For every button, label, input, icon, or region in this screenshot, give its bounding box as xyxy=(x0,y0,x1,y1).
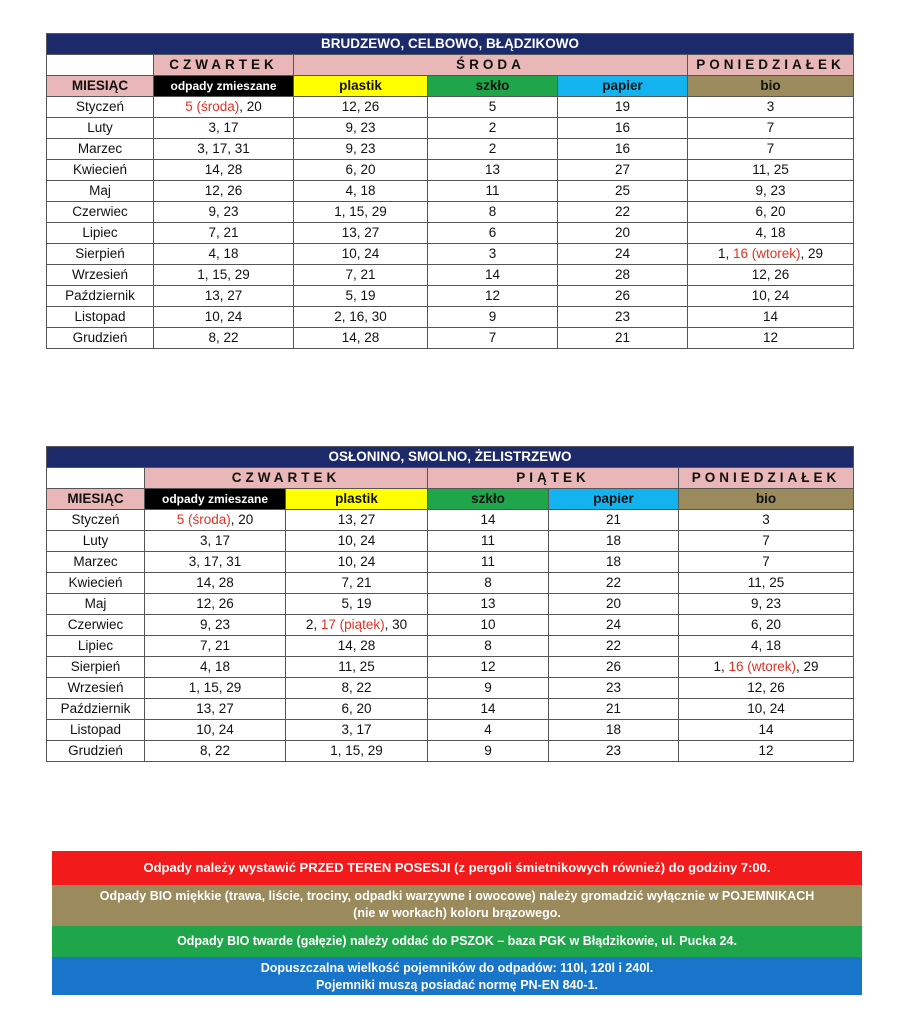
table-title: OSŁONINO, SMOLNO, ŻELISTRZEWO xyxy=(47,447,854,468)
date-cell: 14 xyxy=(428,265,558,286)
date-cell: 4, 18 xyxy=(679,636,854,657)
date-cell: 12 xyxy=(428,657,549,678)
date-cell: 3 xyxy=(428,244,558,265)
date-cell: 12, 26 xyxy=(145,594,286,615)
date-cell: 23 xyxy=(549,741,679,762)
date-cell: 5 (środa), 20 xyxy=(145,510,286,531)
date-cell: 25 xyxy=(558,181,688,202)
date-cell: 23 xyxy=(549,678,679,699)
date-cell: 5 xyxy=(428,97,558,118)
month-cell: Luty xyxy=(47,531,145,552)
date-cell: 2, 17 (piątek), 30 xyxy=(286,615,428,636)
month-cell: Maj xyxy=(47,594,145,615)
plastic-header: plastik xyxy=(286,489,428,510)
date-cell: 5 (środa), 20 xyxy=(154,97,294,118)
month-cell: Styczeń xyxy=(47,510,145,531)
date-cell: 8 xyxy=(428,202,558,223)
table-row xyxy=(47,552,854,573)
note-bio-soft: Odpady BIO miękkie (trawa, liście, trociny, odpadki warzywne i owocowe) należy gromadzić wyłącznie w POJEMNIKACH (nie w workach) koloru brązowego. xyxy=(52,885,862,926)
changed-date: 16 (wtorek) xyxy=(733,246,801,261)
table-row xyxy=(47,699,854,720)
date-cell: 14, 28 xyxy=(154,160,294,181)
date-cell: 21 xyxy=(549,699,679,720)
table-row xyxy=(47,265,854,286)
date-cell: 14, 28 xyxy=(145,573,286,594)
date-cell: 14 xyxy=(688,307,854,328)
changed-date: 5 (środa) xyxy=(176,512,231,527)
table-row xyxy=(47,510,854,531)
month-cell: Czerwiec xyxy=(47,615,145,636)
date-cell: 18 xyxy=(549,552,679,573)
date-cell: 7, 21 xyxy=(286,573,428,594)
date-cell: 1, 15, 29 xyxy=(294,202,428,223)
date-cell: 9 xyxy=(428,741,549,762)
date-cell: 10, 24 xyxy=(679,699,854,720)
month-cell: Styczeń xyxy=(47,97,154,118)
date-cell: 19 xyxy=(558,97,688,118)
changed-date: 17 (piątek) xyxy=(320,617,385,632)
date-cell: 7, 21 xyxy=(154,223,294,244)
glass-header: szkło xyxy=(428,489,549,510)
date-cell: 9, 23 xyxy=(679,594,854,615)
month-cell: Kwiecień xyxy=(47,573,145,594)
date-cell: 6, 20 xyxy=(286,699,428,720)
date-cell: 16 xyxy=(558,118,688,139)
month-cell: Luty xyxy=(47,118,154,139)
mixed-waste-header: odpady zmieszane xyxy=(145,489,286,510)
date-cell: 3, 17 xyxy=(145,531,286,552)
date-cell: 13 xyxy=(428,594,549,615)
date-cell: 11, 25 xyxy=(688,160,854,181)
date-cell: 11 xyxy=(428,531,549,552)
date-cell: 9, 23 xyxy=(294,139,428,160)
date-cell: 4, 18 xyxy=(294,181,428,202)
day-header-glass-paper: PIĄTEK xyxy=(428,468,679,489)
date-cell: 5, 19 xyxy=(294,286,428,307)
date-cell: 13, 27 xyxy=(145,699,286,720)
date-cell: 10, 24 xyxy=(154,307,294,328)
date-cell: 13, 27 xyxy=(286,510,428,531)
date-cell: 4 xyxy=(428,720,549,741)
paper-header: papier xyxy=(549,489,679,510)
month-cell: Lipiec xyxy=(47,223,154,244)
date-cell: 6, 20 xyxy=(294,160,428,181)
date-cell: 18 xyxy=(549,531,679,552)
date-cell: 12, 26 xyxy=(679,678,854,699)
date-cell: 11 xyxy=(428,181,558,202)
date-cell: 11, 25 xyxy=(679,573,854,594)
date-cell: 11 xyxy=(428,552,549,573)
date-cell: 16 xyxy=(558,139,688,160)
schedule-table-1 xyxy=(46,33,854,349)
date-cell: 24 xyxy=(549,615,679,636)
month-cell: Wrzesień xyxy=(47,678,145,699)
table-row xyxy=(47,97,854,118)
bio-header: bio xyxy=(679,489,854,510)
date-cell: 8 xyxy=(428,636,549,657)
date-cell: 14, 28 xyxy=(286,636,428,657)
date-cell: 18 xyxy=(549,720,679,741)
month-cell: Wrzesień xyxy=(47,265,154,286)
date-cell: 3 xyxy=(679,510,854,531)
date-cell: 21 xyxy=(558,328,688,349)
date-cell: 4, 18 xyxy=(145,657,286,678)
table-row xyxy=(47,244,854,265)
date-cell: 2, 16, 30 xyxy=(294,307,428,328)
date-cell: 5, 19 xyxy=(286,594,428,615)
date-cell: 6, 20 xyxy=(679,615,854,636)
month-column-header: MIESIĄC xyxy=(47,76,154,97)
date-cell: 9, 23 xyxy=(688,181,854,202)
month-cell: Październik xyxy=(47,286,154,307)
date-cell: 10, 24 xyxy=(145,720,286,741)
table-row xyxy=(47,160,854,181)
date-cell: 7 xyxy=(688,118,854,139)
date-cell: 14 xyxy=(679,720,854,741)
note-containers: Dopuszczalna wielkość pojemników do odpadów: 110l, 120l i 240l. Pojemniki muszą posiadać normę PN-EN 840-1. xyxy=(52,957,862,995)
month-cell: Czerwiec xyxy=(47,202,154,223)
date-cell: 22 xyxy=(549,636,679,657)
date-cell: 8, 22 xyxy=(154,328,294,349)
date-cell: 1, 15, 29 xyxy=(154,265,294,286)
notes-section xyxy=(52,851,862,995)
date-cell: 1, 15, 29 xyxy=(286,741,428,762)
date-cell: 12 xyxy=(428,286,558,307)
date-cell: 13, 27 xyxy=(154,286,294,307)
date-cell: 4, 18 xyxy=(154,244,294,265)
date-cell: 10 xyxy=(428,615,549,636)
mixed-waste-header: odpady zmieszane xyxy=(154,76,294,97)
month-cell: Marzec xyxy=(47,139,154,160)
date-cell: 10, 24 xyxy=(286,531,428,552)
month-cell: Listopad xyxy=(47,720,145,741)
day-header-mixed: CZWARTEK xyxy=(154,55,294,76)
date-cell: 12 xyxy=(688,328,854,349)
table-row xyxy=(47,636,854,657)
changed-date: 16 (wtorek) xyxy=(728,659,797,674)
table-row xyxy=(47,720,854,741)
date-cell: 26 xyxy=(549,657,679,678)
paper-header: papier xyxy=(558,76,688,97)
table-row xyxy=(47,223,854,244)
date-cell: 12, 26 xyxy=(688,265,854,286)
date-cell: 27 xyxy=(558,160,688,181)
date-cell: 13, 27 xyxy=(294,223,428,244)
note-placement: Odpady należy wystawić PRZED TEREN POSESJI (z pergoli śmietnikowych również) do godziny 7:00. xyxy=(52,851,862,885)
plastic-header: plastik xyxy=(294,76,428,97)
date-cell: 8 xyxy=(428,573,549,594)
date-cell: 7, 21 xyxy=(145,636,286,657)
date-cell: 7 xyxy=(688,139,854,160)
date-cell: 6, 20 xyxy=(688,202,854,223)
table-row xyxy=(47,531,854,552)
date-cell: 2 xyxy=(428,139,558,160)
date-cell: 22 xyxy=(549,573,679,594)
schedule-table-2 xyxy=(46,446,854,762)
date-cell: 3, 17 xyxy=(286,720,428,741)
date-cell: 7, 21 xyxy=(294,265,428,286)
month-cell: Sierpień xyxy=(47,244,154,265)
date-cell: 24 xyxy=(558,244,688,265)
date-cell: 9 xyxy=(428,678,549,699)
date-cell: 20 xyxy=(558,223,688,244)
table-row xyxy=(47,615,854,636)
note-bio-hard: Odpady BIO twarde (gałęzie) należy oddać do PSZOK – baza PGK w Błądzikowie, ul. Pucka 24. xyxy=(52,926,862,957)
month-cell: Grudzień xyxy=(47,328,154,349)
date-cell: 2 xyxy=(428,118,558,139)
date-cell: 10, 24 xyxy=(286,552,428,573)
date-cell: 12 xyxy=(679,741,854,762)
month-column-header: MIESIĄC xyxy=(47,489,145,510)
month-cell: Grudzień xyxy=(47,741,145,762)
month-cell: Sierpień xyxy=(47,657,145,678)
table-row xyxy=(47,741,854,762)
date-cell: 28 xyxy=(558,265,688,286)
table-row xyxy=(47,118,854,139)
day-header-bio: PONIEDZIAŁEK xyxy=(688,55,854,76)
date-cell: 12, 26 xyxy=(154,181,294,202)
table-row xyxy=(47,594,854,615)
date-cell: 20 xyxy=(549,594,679,615)
table-row xyxy=(47,657,854,678)
day-header-bio: PONIEDZIAŁEK xyxy=(679,468,854,489)
month-cell: Lipiec xyxy=(47,636,145,657)
date-cell: 26 xyxy=(558,286,688,307)
month-cell: Marzec xyxy=(47,552,145,573)
date-cell: 9, 23 xyxy=(145,615,286,636)
date-cell: 14 xyxy=(428,510,549,531)
date-cell: 8, 22 xyxy=(145,741,286,762)
table-row xyxy=(47,286,854,307)
glass-header: szkło xyxy=(428,76,558,97)
date-cell: 6 xyxy=(428,223,558,244)
date-cell: 12, 26 xyxy=(294,97,428,118)
date-cell: 9, 23 xyxy=(294,118,428,139)
month-cell: Październik xyxy=(47,699,145,720)
changed-date: 5 (środa) xyxy=(185,99,240,114)
date-cell: 21 xyxy=(549,510,679,531)
date-cell: 3 xyxy=(688,97,854,118)
month-cell: Kwiecień xyxy=(47,160,154,181)
date-cell: 1, 16 (wtorek), 29 xyxy=(688,244,854,265)
date-cell: 1, 15, 29 xyxy=(145,678,286,699)
date-cell: 9, 23 xyxy=(154,202,294,223)
table-row xyxy=(47,181,854,202)
date-cell: 4, 18 xyxy=(688,223,854,244)
table-row xyxy=(47,573,854,594)
date-cell: 9 xyxy=(428,307,558,328)
month-cell: Maj xyxy=(47,181,154,202)
date-cell: 3, 17, 31 xyxy=(145,552,286,573)
date-cell: 14, 28 xyxy=(294,328,428,349)
date-cell: 8, 22 xyxy=(286,678,428,699)
table-row xyxy=(47,139,854,160)
bio-header: bio xyxy=(688,76,854,97)
date-cell: 1, 16 (wtorek), 29 xyxy=(679,657,854,678)
table-row xyxy=(47,202,854,223)
table-row xyxy=(47,678,854,699)
month-cell: Listopad xyxy=(47,307,154,328)
day-header-recycling: ŚRODA xyxy=(294,55,688,76)
date-cell: 3, 17 xyxy=(154,118,294,139)
date-cell: 7 xyxy=(679,531,854,552)
date-cell: 10, 24 xyxy=(294,244,428,265)
date-cell: 11, 25 xyxy=(286,657,428,678)
day-header-mixed-plastic: CZWARTEK xyxy=(145,468,428,489)
date-cell: 3, 17, 31 xyxy=(154,139,294,160)
date-cell: 22 xyxy=(558,202,688,223)
table-row xyxy=(47,307,854,328)
date-cell: 13 xyxy=(428,160,558,181)
date-cell: 7 xyxy=(679,552,854,573)
date-cell: 10, 24 xyxy=(688,286,854,307)
date-cell: 14 xyxy=(428,699,549,720)
date-cell: 23 xyxy=(558,307,688,328)
table-row xyxy=(47,328,854,349)
table-title: BRUDZEWO, CELBOWO, BŁĄDZIKOWO xyxy=(47,34,854,55)
date-cell: 7 xyxy=(428,328,558,349)
